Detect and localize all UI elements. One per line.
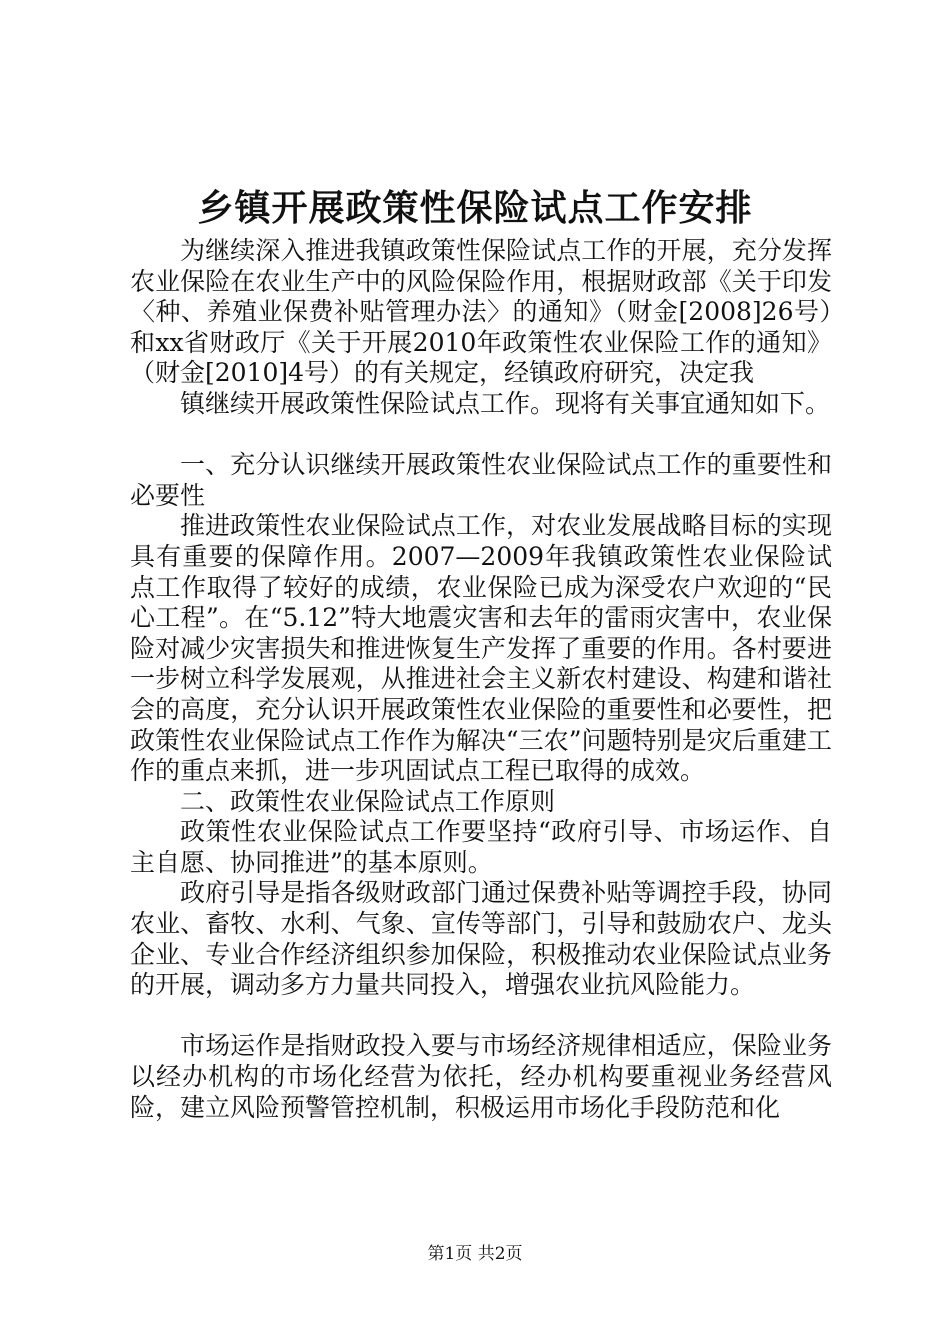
paragraph-intro-continued: 镇继续开展政策性保险试点工作。现将有关事宜通知如下。: [180, 388, 831, 418]
document-body: [130, 236, 832, 1123]
paragraph-principles: 政策性农业保险试点工作要坚持“政府引导、市场运作、自主自愿、协同推进”的基本原则。: [130, 817, 832, 877]
paragraph-government-guidance: 政府引导是指各级财政部门通过保费补贴等调控手段，协同农业、畜牧、水利、气象、宣传等部门，引导和鼓励农户、龙头企业、专业合作经济组织参加保险，积极推动农业保险试点业务的开展，调动多方力量共同投入，增强农业抗风险能力。: [130, 878, 832, 1000]
paragraph-section-1: 推进政策性农业保险试点工作，对农业发展战略目标的实现具有重要的保障作用。2007—2009年我镇政策性农业保险试点工作取得了较好的成绩，农业保险已成为深受农户欢迎的“民心工程”。在“5.12”特大地震灾害和去年的雷雨灾害中，农业保险对减少灾害损失和推进恢复生产发挥了重要的作用。各村要进一步树立科学发展观，从推进社会主义新农村建设、构建和谐社会的高度，充分认识开展政策性农业保险的重要性和必要性，把政策性农业保险试点工作作为解决“三农”问题特别是灾后重建工作的重点来抓，进一步巩固试点工程已取得的成效。: [130, 511, 832, 786]
paragraph-market-operation: 市场运作是指财政投入要与市场经济规律相适应，保险业务以经办机构的市场化经营为依托，经办机构要重视业务经营风险，建立风险预警管控机制，积极运用市场化手段防范和化: [130, 1031, 832, 1122]
document-title: 乡镇开展政策性保险试点工作安排: [197, 188, 753, 229]
paragraph-intro: 为继续深入推进我镇政策性保险试点工作的开展，充分发挥农业保险在农业生产中的风险保险作用，根据财政部《关于印发〈种、养殖业保费补贴管理办法〉的通知》（财金[2008]26号）和xx省财政厅《关于开展2010年政策性农业保险工作的通知》（财金[2010]4号）的有关规定，经镇政府研究，决定我: [130, 236, 832, 388]
section-heading-1: 一、充分认识继续开展政策性农业保险试点工作的重要性和必要性: [130, 450, 832, 510]
section-heading-2: 二、政策性农业保险试点工作原则: [180, 786, 556, 816]
page-footer: 第1页 共2页: [427, 1244, 523, 1264]
